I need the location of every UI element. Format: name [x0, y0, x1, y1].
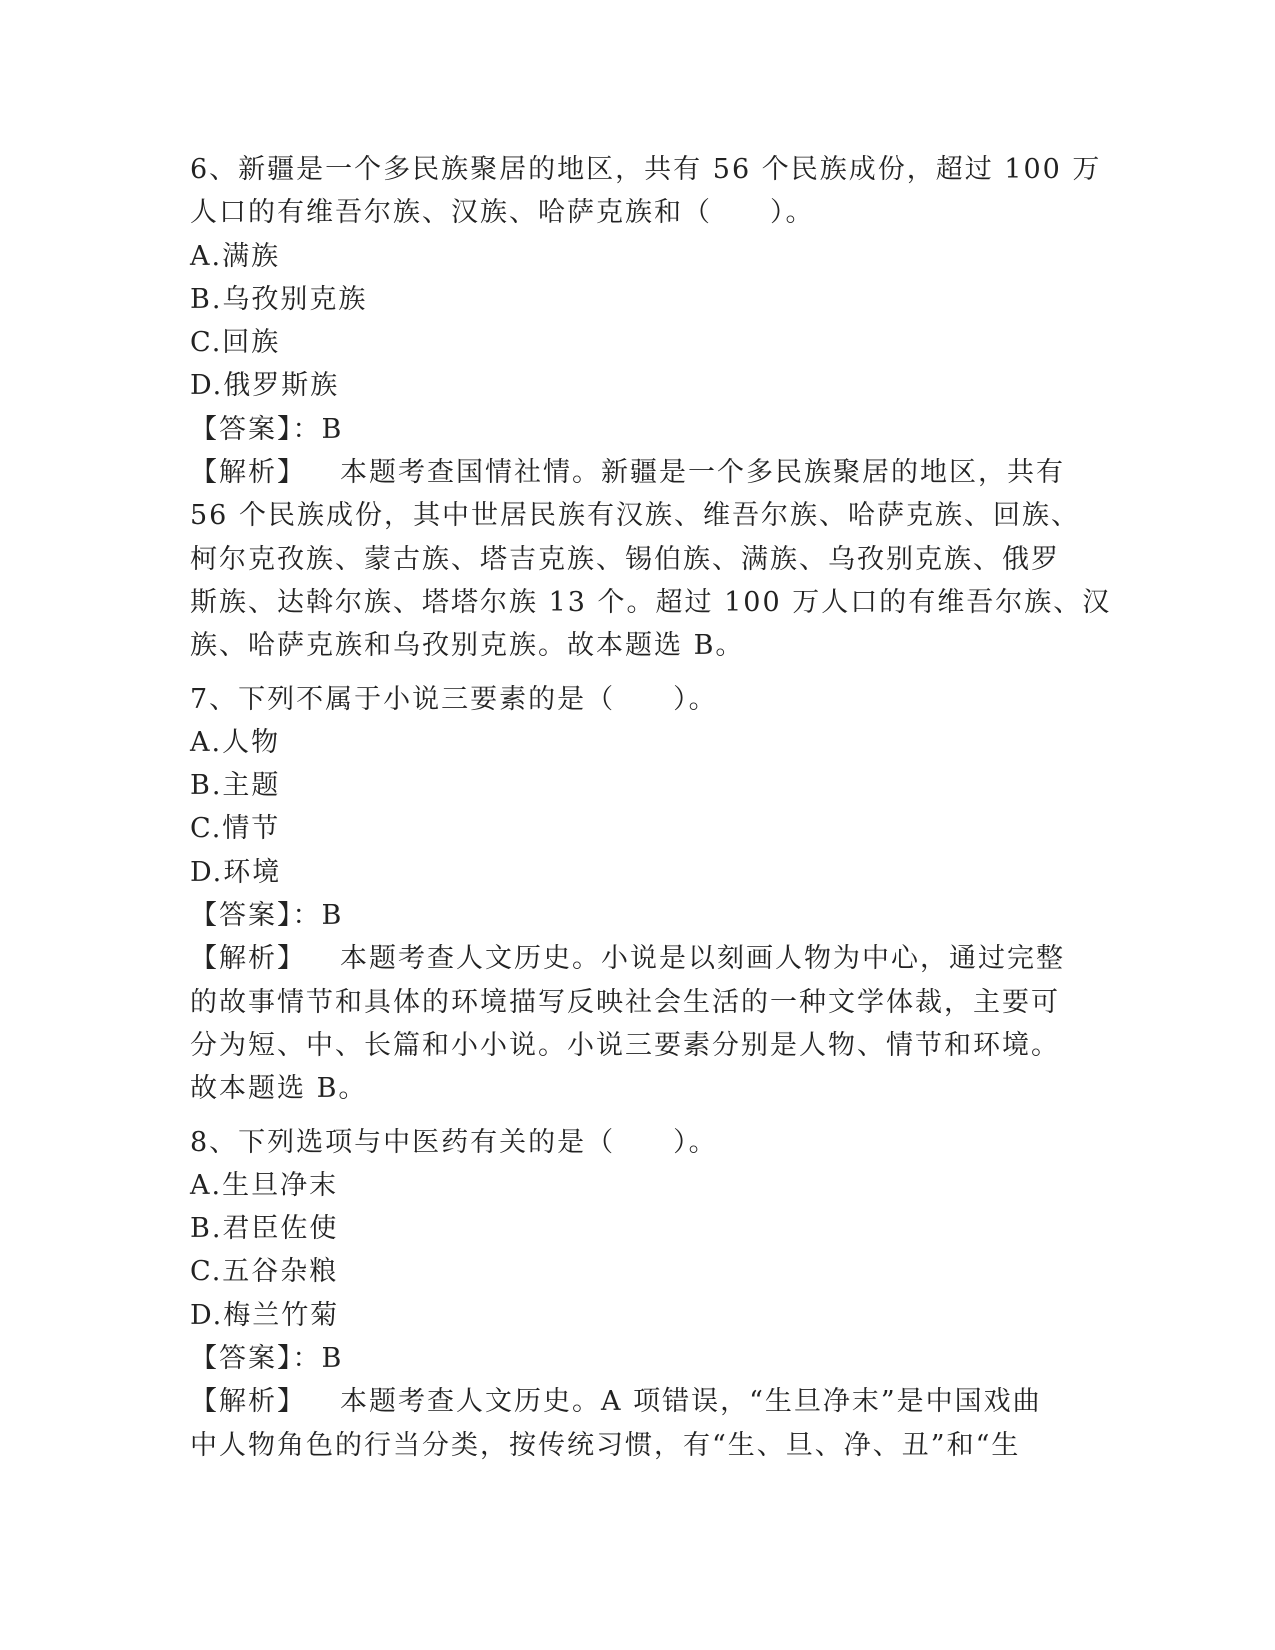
explanation-line: 斯族、达斡尔族、塔塔尔族 13 个。超过 100 万人口的有维吾尔族、汉 — [190, 586, 1112, 618]
explanation-line — [190, 451, 1090, 494]
option-c: C.五谷杂粮 — [190, 1256, 339, 1288]
explanation-line: 故本题选 B。 — [190, 1073, 368, 1105]
question-7 — [190, 678, 1090, 1111]
explanation-text: 本题考查人文历史。小说是以刻画人物为中心，通过完整 — [340, 943, 1065, 975]
option-b: B.乌孜别克族 — [190, 283, 368, 315]
explanation-label: 【解析】 — [190, 1386, 306, 1418]
question-stem — [190, 148, 1102, 235]
option-d: D.梅兰竹菊 — [190, 1299, 340, 1331]
option-list — [190, 235, 1090, 408]
explanation-text: 本题考查国情社情。新疆是一个多民族聚居的地区，共有 — [340, 457, 1065, 489]
option-d: D.俄罗斯族 — [190, 370, 340, 402]
explanation-line: 中人物角色的行当分类，按传统习惯，有“生、旦、净、丑”和“生 — [190, 1429, 1021, 1461]
question-6 — [190, 148, 1112, 668]
stem-line: 7、下列不属于小说三要素的是（ ）。 — [190, 683, 718, 715]
option-list — [190, 1164, 1090, 1337]
explanation-label: 【解析】 — [190, 943, 306, 975]
explanation-line: 分为短、中、长篇和小小说。小说三要素分别是人物、情节和环境。 — [190, 1029, 1060, 1061]
explanation-line: 柯尔克孜族、蒙古族、塔吉克族、锡伯族、满族、乌孜别克族、俄罗 — [190, 543, 1060, 575]
explanation-line: 的故事情节和具体的环境描写反映社会生活的一种文学体裁，主要可 — [190, 986, 1060, 1018]
stem-line: 6、新疆是一个多民族聚居的地区，共有 56 个民族成份，超过 100 万 — [190, 154, 1102, 185]
option-list — [190, 721, 1090, 894]
question-8 — [190, 1121, 1090, 1467]
explanation — [190, 937, 1090, 1110]
answer-line: 【答案】：B — [190, 1343, 344, 1375]
stem-line: 8、下列选项与中医药有关的是（ ）。 — [190, 1126, 718, 1158]
explanation-line — [190, 937, 1090, 980]
document-page — [190, 148, 1112, 1467]
question-stem — [190, 678, 1090, 721]
option-b: B.主题 — [190, 770, 281, 802]
question-stem — [190, 1121, 1090, 1164]
explanation-line: 56 个民族成份，其中世居民族有汉族、维吾尔族、哈萨克族、回族、 — [190, 500, 1080, 532]
answer-line: 【答案】：B — [190, 413, 344, 445]
option-d: D.环境 — [190, 856, 282, 888]
explanation-line — [190, 1380, 1090, 1423]
answer-line: 【答案】：B — [190, 900, 344, 932]
explanation — [190, 1380, 1090, 1467]
option-b: B.君臣佐使 — [190, 1213, 339, 1245]
option-c: C.回族 — [190, 327, 281, 359]
stem-line: 人口的有维吾尔族、汉族、哈萨克族和（ ）。 — [190, 197, 815, 229]
option-c: C.情节 — [190, 813, 281, 845]
explanation-line: 族、哈萨克族和乌孜别克族。故本题选 B。 — [190, 630, 745, 662]
option-a: A.人物 — [190, 726, 281, 758]
explanation-label: 【解析】 — [190, 457, 306, 489]
explanation-text: 本题考查人文历史。A 项错误，“生旦净末”是中国戏曲 — [340, 1386, 1042, 1418]
option-a: A.生旦净末 — [190, 1169, 339, 1201]
option-a: A.满族 — [190, 240, 281, 272]
explanation — [190, 451, 1112, 667]
